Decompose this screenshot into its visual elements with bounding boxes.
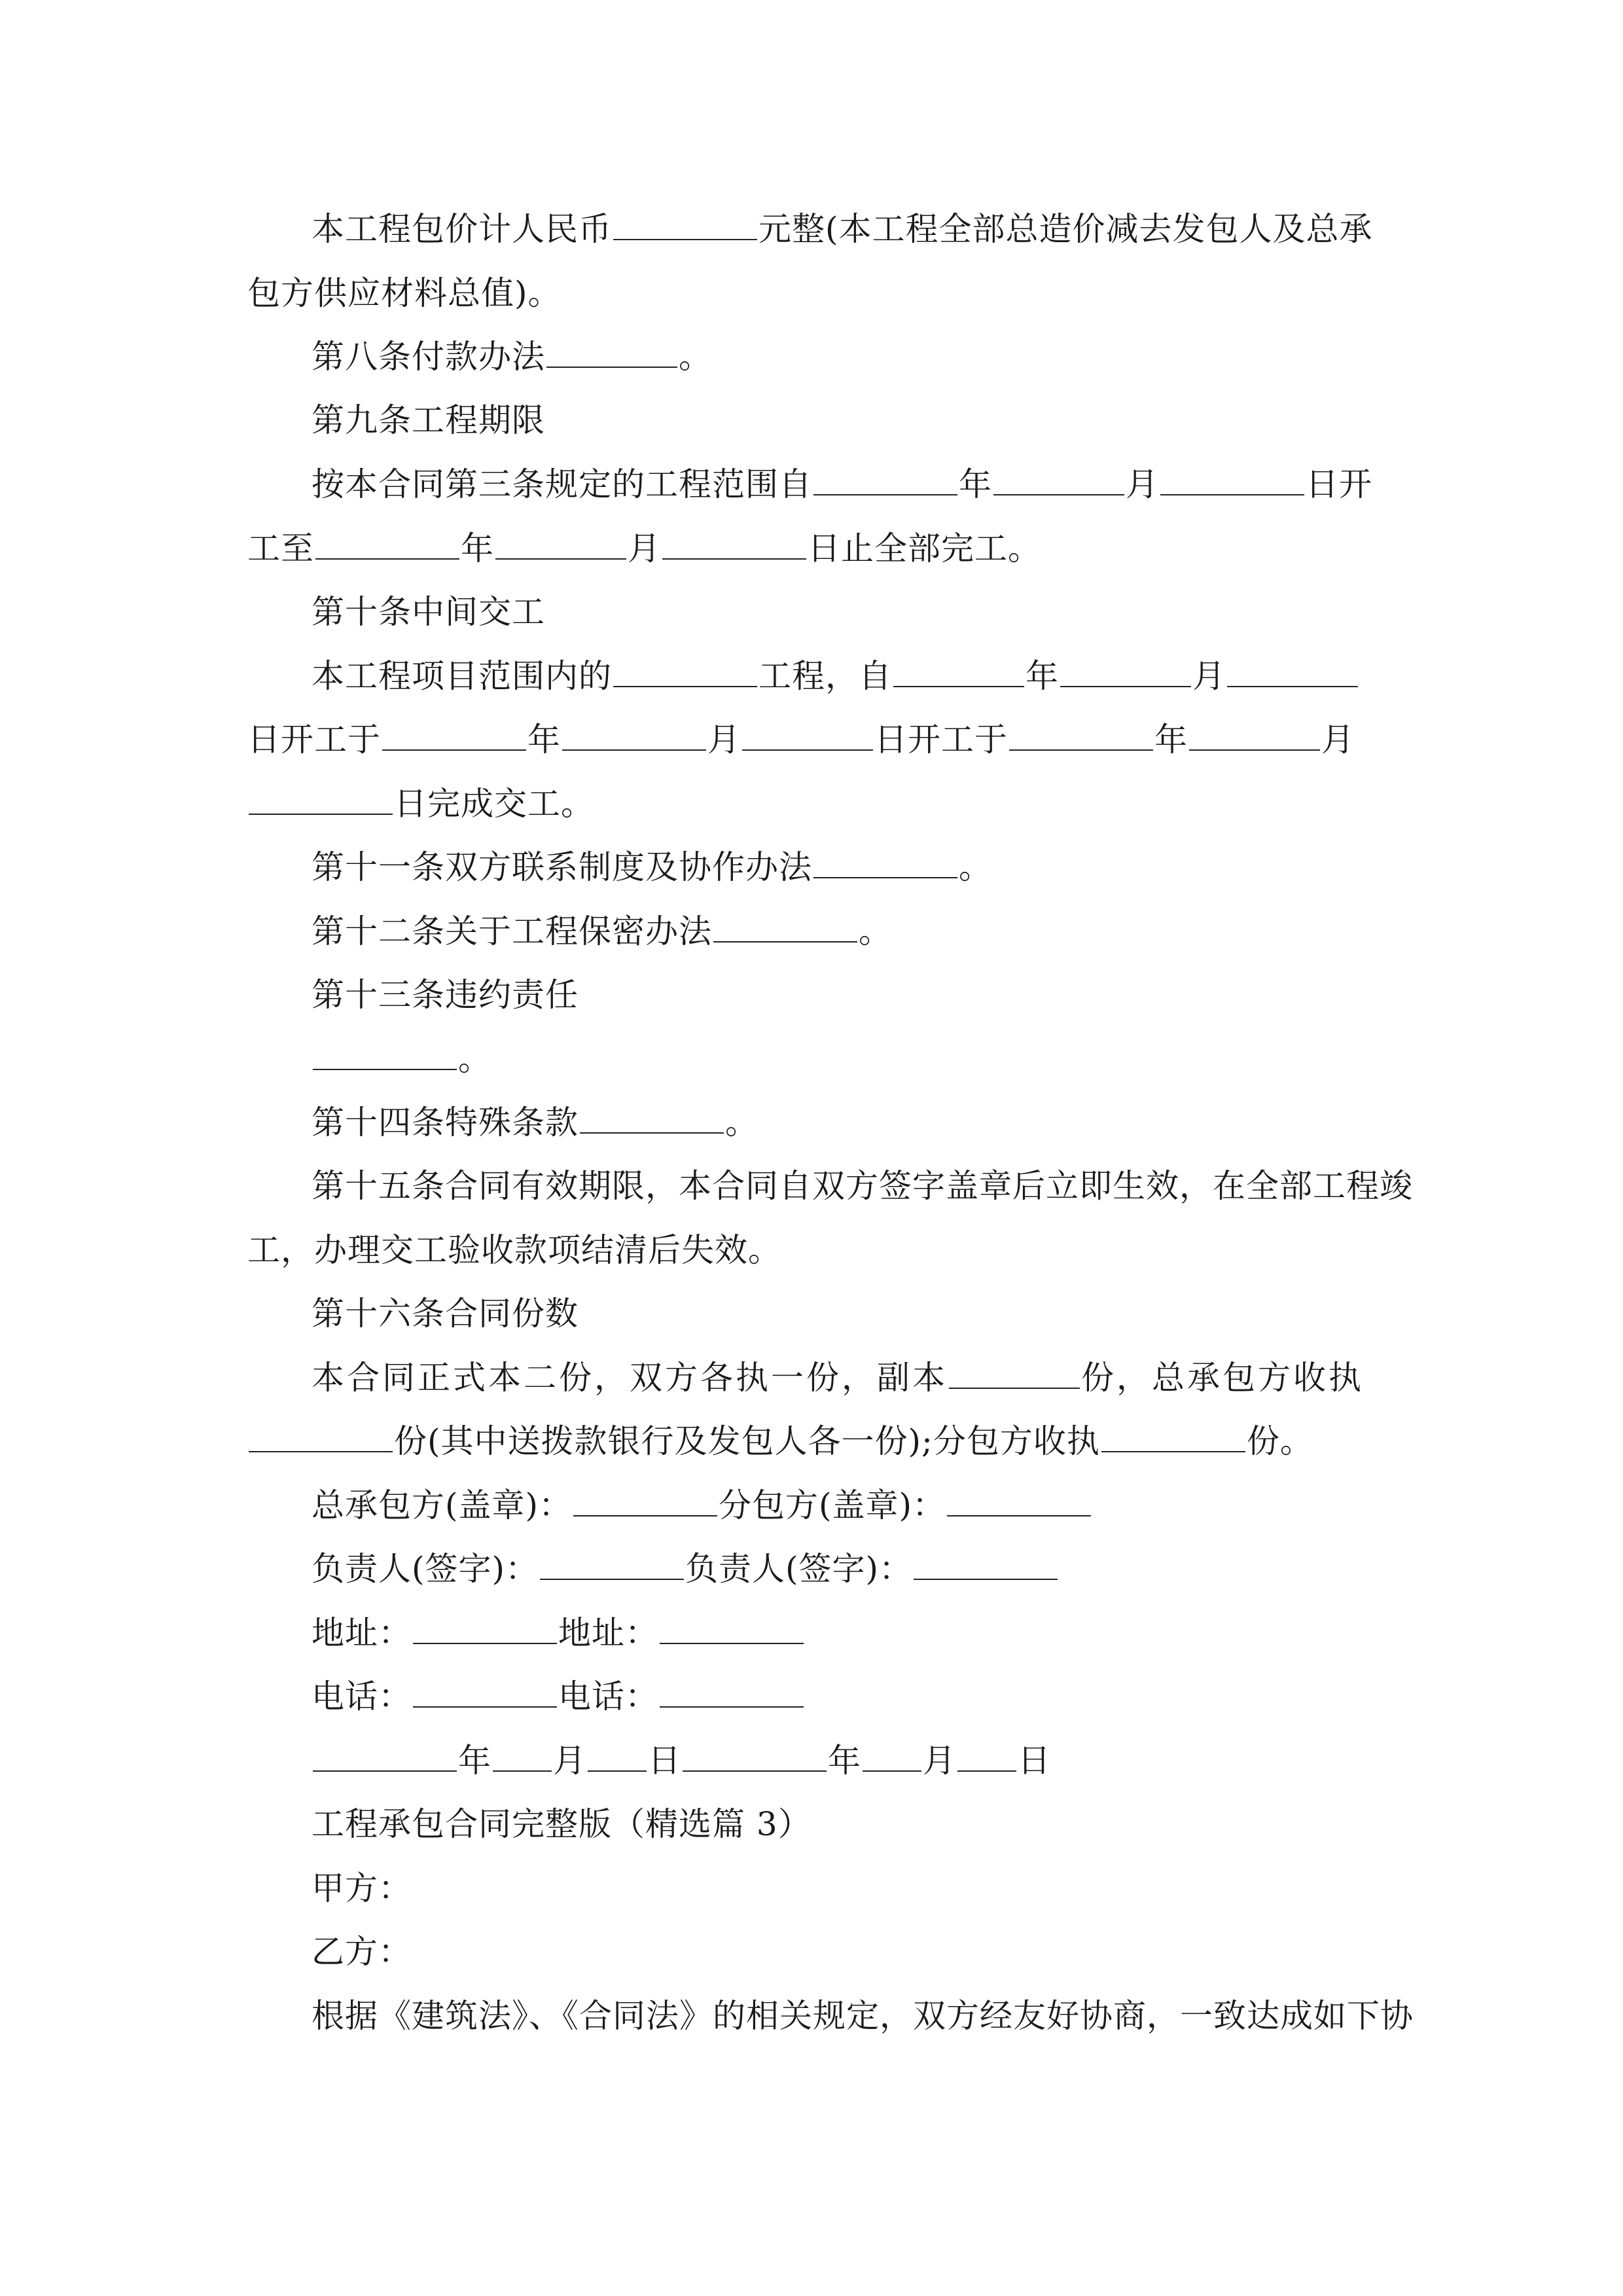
text: 年: [458, 1742, 491, 1780]
text: 。: [725, 1103, 758, 1141]
text: 日开工于: [874, 721, 1008, 759]
section-title: [312, 1804, 812, 1844]
text: 元整(本工程全部总造价减去发包人及总承: [758, 210, 1373, 248]
article-title: 第十四条特殊条款: [312, 1103, 579, 1141]
heading: 工程承包合同完整版（精选篇 3）: [312, 1805, 812, 1843]
text: 月: [923, 1742, 956, 1780]
text: 工，办理交工验收款项结清后失效。: [247, 1231, 781, 1269]
blank-field: [1160, 468, 1304, 495]
blank-field: [660, 1680, 804, 1708]
paragraph-handover-end: [247, 784, 594, 823]
blank-field: [914, 1552, 1058, 1580]
blank-field: [573, 1489, 717, 1516]
text: 月: [553, 1742, 586, 1780]
text: 日开工于: [247, 721, 381, 759]
blank-field: [1060, 660, 1191, 687]
paragraph-handover: [312, 656, 1359, 696]
blank-field: [546, 340, 677, 368]
text: 日止全部完工。: [808, 529, 1041, 567]
paragraph-period-cont: [247, 529, 1041, 568]
text: 本工程包价计人民币: [312, 210, 612, 248]
article-title: 第十一条双方联系制度及协作办法: [312, 848, 812, 886]
blank-field: [947, 1489, 1091, 1516]
article-16: [312, 1294, 579, 1333]
text: 按本合同第三条规定的工程范围自: [312, 465, 812, 503]
blank-field: [413, 1680, 557, 1708]
blank-field: [382, 723, 526, 751]
blank-field: [1009, 723, 1153, 751]
blank-field: [742, 723, 873, 751]
blank-field: [249, 787, 393, 815]
blank-field: [580, 1106, 724, 1134]
blank-field: [949, 1361, 1080, 1389]
blank-field: [540, 1552, 684, 1580]
text: 包方供应材料总值)。: [247, 274, 562, 312]
blank-field: [713, 915, 857, 942]
blank-field: [1227, 660, 1358, 687]
article-15-cont: [247, 1230, 781, 1270]
text: 年: [527, 721, 561, 759]
text: 工至: [247, 529, 314, 567]
article-10: [312, 592, 545, 632]
article-title: 第十六条合同份数: [312, 1295, 579, 1333]
article-13: [312, 975, 579, 1014]
text: 年: [959, 465, 992, 503]
article-9: [312, 401, 545, 440]
blank-field: [683, 1744, 827, 1772]
text: 年: [1026, 657, 1059, 695]
blank-field: [562, 723, 706, 751]
text: 第十五条合同有效期限，本合同自双方签字盖章后立即生效，在全部工程竣: [312, 1167, 1413, 1205]
blank-field: [495, 532, 626, 560]
blank-field: [313, 1043, 457, 1070]
text: 日完成交工。: [394, 785, 594, 823]
label: 地址：: [312, 1614, 412, 1652]
signature-person: [312, 1549, 1059, 1588]
label: 总承包方(盖章)：: [312, 1486, 573, 1524]
text: 。: [959, 848, 992, 886]
label: 分包方(盖章)：: [719, 1486, 946, 1524]
blank-field: [993, 468, 1124, 495]
text: 月: [1126, 465, 1159, 503]
blank-field: [662, 532, 806, 560]
blank-field: [315, 532, 459, 560]
text: 年: [461, 529, 494, 567]
blank-field: [613, 660, 757, 687]
label: 甲方：: [312, 1869, 412, 1907]
text: 。: [458, 1040, 491, 1078]
blank-field: [613, 213, 757, 240]
text: 份(其中送拨款银行及发包人各一份);分包方收执: [394, 1422, 1100, 1460]
text: 份，总承包方收执: [1081, 1359, 1364, 1397]
signature-phone: [312, 1677, 805, 1716]
paragraph-period: [312, 465, 1372, 504]
blank-field: [813, 468, 957, 495]
article-14: [312, 1103, 758, 1142]
article-title: 第十条中间交工: [312, 593, 545, 631]
label: 乙方：: [312, 1933, 412, 1971]
text: 日: [1018, 1742, 1051, 1780]
paragraph-handover-cont: [247, 720, 1355, 759]
text: 日开: [1306, 465, 1372, 503]
blank-field: [1101, 1425, 1245, 1452]
blank-field: [493, 1744, 552, 1772]
article-11: [312, 848, 992, 887]
article-8: [312, 337, 712, 376]
blank-field: [660, 1617, 804, 1644]
article-title: 第八条付款办法: [312, 338, 545, 376]
text: 。: [679, 338, 712, 376]
party-b: [312, 1932, 412, 1971]
text: 月: [1192, 657, 1226, 695]
text: 本工程项目范围内的: [312, 657, 612, 695]
intro-paragraph: [312, 1996, 1414, 2036]
paragraph-copies: [312, 1358, 1364, 1397]
text: 。: [859, 912, 892, 950]
signature-date: [312, 1741, 1051, 1780]
paragraph-copies-cont: [247, 1422, 1313, 1461]
text: 月: [707, 721, 741, 759]
text: 月: [628, 529, 661, 567]
signature-seal: [312, 1486, 1092, 1525]
text: 份。: [1246, 1422, 1313, 1460]
blank-field: [413, 1617, 557, 1644]
label: 电话：: [312, 1677, 412, 1715]
text: 月: [1321, 721, 1355, 759]
label: 负责人(签字)：: [312, 1550, 539, 1588]
label: 负责人(签字)：: [685, 1550, 913, 1588]
article-12: [312, 912, 892, 951]
blank-field: [813, 851, 957, 878]
blank-field: [313, 1744, 457, 1772]
party-a: [312, 1869, 412, 1908]
text: 工程，自: [758, 657, 892, 695]
article-title: 第十二条关于工程保密办法: [312, 912, 712, 950]
article-15: [312, 1166, 1413, 1206]
text: 根据《建筑法》、《合同法》的相关规定，双方经友好协商，一致达成如下协: [312, 1997, 1414, 2035]
blank-field: [957, 1744, 1016, 1772]
paragraph-price: [312, 209, 1373, 249]
paragraph-price-cont: [247, 274, 562, 313]
signature-address: [312, 1613, 805, 1653]
text: 本合同正式本二份，双方各执一份，副本: [312, 1359, 948, 1397]
text: 年: [1154, 721, 1188, 759]
article-title: 第十三条违约责任: [312, 976, 579, 1014]
blank-field: [1189, 723, 1320, 751]
blank-field: [588, 1744, 647, 1772]
text: 年: [828, 1742, 861, 1780]
article-13-blank: [312, 1039, 491, 1079]
text: 日: [648, 1742, 681, 1780]
article-title: 第九条工程期限: [312, 401, 545, 439]
blank-field: [893, 660, 1024, 687]
label: 电话：: [558, 1677, 658, 1715]
label: 地址：: [558, 1614, 658, 1652]
blank-field: [863, 1744, 921, 1772]
blank-field: [249, 1425, 393, 1452]
